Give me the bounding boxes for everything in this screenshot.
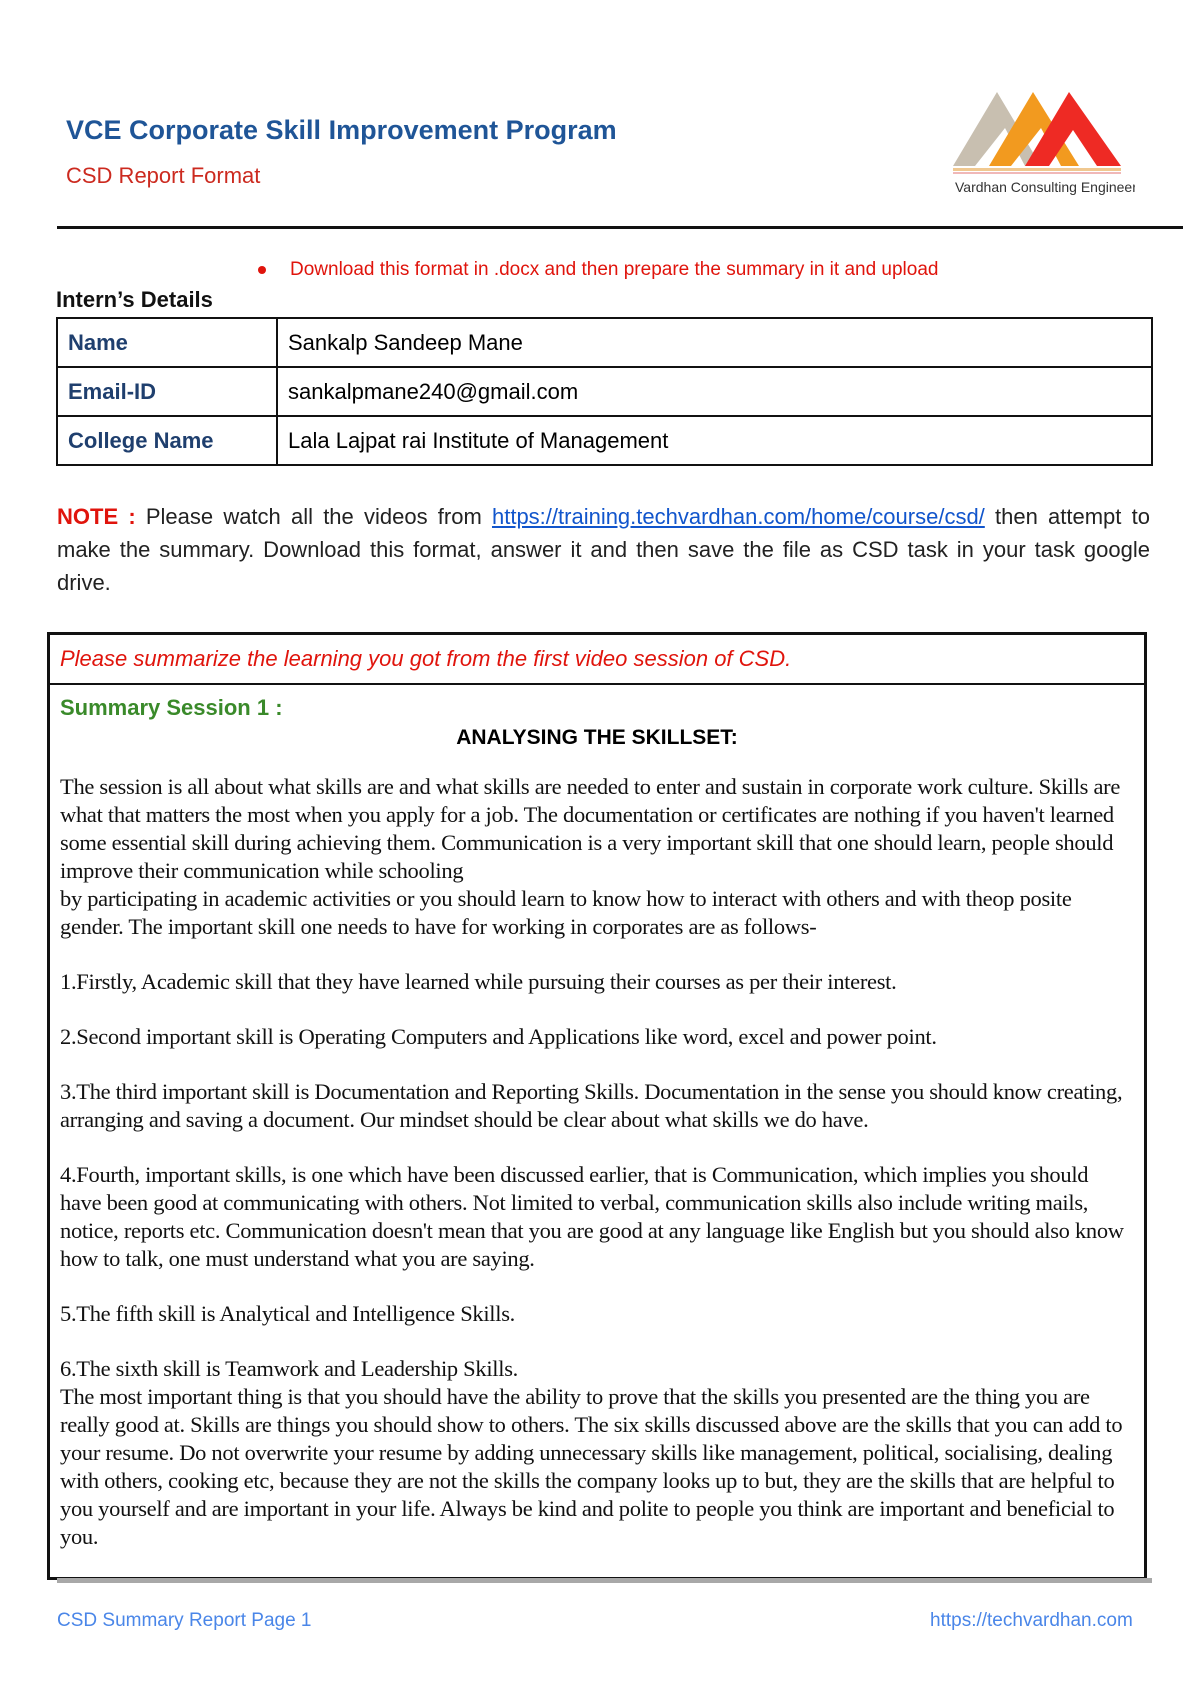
summary-prompt: Please summarize the learning you got from the first video session of CSD. <box>50 635 1144 685</box>
skill-point: 4.Fourth, important skills, is one which have been discussed earlier, that is Communication, which implies you should have been good at communicating with others. Not limited to verbal, communication skills also include writing mails, notice, reports etc. Communication doesn't mean that you are good at any language like English but you should also know how to talk, one must understand what you are saying. <box>60 1162 1124 1271</box>
page-subtitle: CSD Report Format <box>66 163 261 188</box>
college-label: College Name <box>57 416 277 465</box>
note-paragraph <box>57 500 1150 599</box>
college-value: Lala Lajpat rai Institute of Management <box>277 416 1152 465</box>
name-label: Name <box>57 318 277 367</box>
footer-page-label: CSD Summary Report Page 1 <box>57 1610 312 1631</box>
skill-point: 6.The sixth skill is Teamwork and Leadership Skills. <box>60 1356 518 1381</box>
intro-paragraph-2: by participating in academic activities or you should learn to know how to interact with others and with theop posite gender. The important skill one needs to have for working in corporates are as follows- <box>60 886 1072 939</box>
summary-box <box>47 632 1147 1580</box>
note-label: NOTE : <box>57 504 136 529</box>
note-text-2: then attempt to make the summary. Download this format, answer it and then save the file as CSD task in your task google drive. <box>57 504 1150 595</box>
email-value: sankalpmane240@gmail.com <box>277 367 1152 416</box>
table-row <box>57 416 1152 465</box>
svg-text:Vardhan Consulting Engineers: Vardhan Consulting Engineers <box>955 179 1135 195</box>
table-row <box>57 367 1152 416</box>
instruction-bullet <box>258 259 938 281</box>
skill-point: 3.The third important skill is Documentation and Reporting Skills. Documentation in the sense you should know creating, arranging and saving a document. Our mindset should be clear about what skills we do have. <box>60 1079 1123 1132</box>
header-divider <box>57 226 1183 229</box>
skill-point: 1.Firstly, Academic skill that they have learned while pursuing their courses as per their interest. <box>60 969 897 994</box>
bullet-icon <box>258 266 266 274</box>
box-shadow-divider <box>57 1578 1152 1583</box>
footer-link[interactable]: https://techvardhan.com <box>930 1610 1133 1631</box>
conclusion-paragraph: The most important thing is that you should have the ability to prove that the skills you presented are the thing you are really good at. Skills are things you should show to others. The six skills discussed above are the skills that you can add to your resume. Do not overwrite your resume by adding unnecessary skills like management, political, socialising, dealing with others, cooking etc, because they are not the skills the company looks up to but, they are the skills that are helpful to you yourself and are important in your life. Always be kind and polite to people you think are important and beneficial to you. <box>60 1384 1123 1549</box>
table-row <box>57 318 1152 367</box>
instruction-text: Download this format in .docx and then prepare the summary in it and upload <box>290 259 939 280</box>
email-label: Email-ID <box>57 367 277 416</box>
intro-paragraph: The session is all about what skills are and what skills are needed to enter and sustain in corporate work culture. Skills are what that matters the most when you apply for a job. The documentation or certificates are nothing if you haven't learned some essential skill during achieving them. Communication is a very important skill that one should learn, people should improve their communication while schooling <box>60 774 1121 883</box>
company-logo <box>945 88 1135 203</box>
summary-session-label: Summary Session 1 : <box>60 695 283 720</box>
interns-details-table <box>56 317 1153 466</box>
interns-details-heading: Intern’s Details <box>56 287 213 312</box>
skill-point: 5.The fifth skill is Analytical and Intelligence Skills. <box>60 1301 515 1326</box>
note-text: Please watch all the videos from <box>145 504 482 529</box>
name-value: Sankalp Sandeep Mane <box>277 318 1152 367</box>
course-link[interactable]: https://training.techvardhan.com/home/course/csd/ <box>491 504 985 529</box>
summary-heading: ANALYSING THE SKILLSET: <box>456 726 738 749</box>
skill-point: 2.Second important skill is Operating Computers and Applications like word, excel and power point. <box>60 1024 937 1049</box>
summary-body[interactable] <box>50 685 1144 1551</box>
page-title: VCE Corporate Skill Improvement Program <box>66 115 617 145</box>
